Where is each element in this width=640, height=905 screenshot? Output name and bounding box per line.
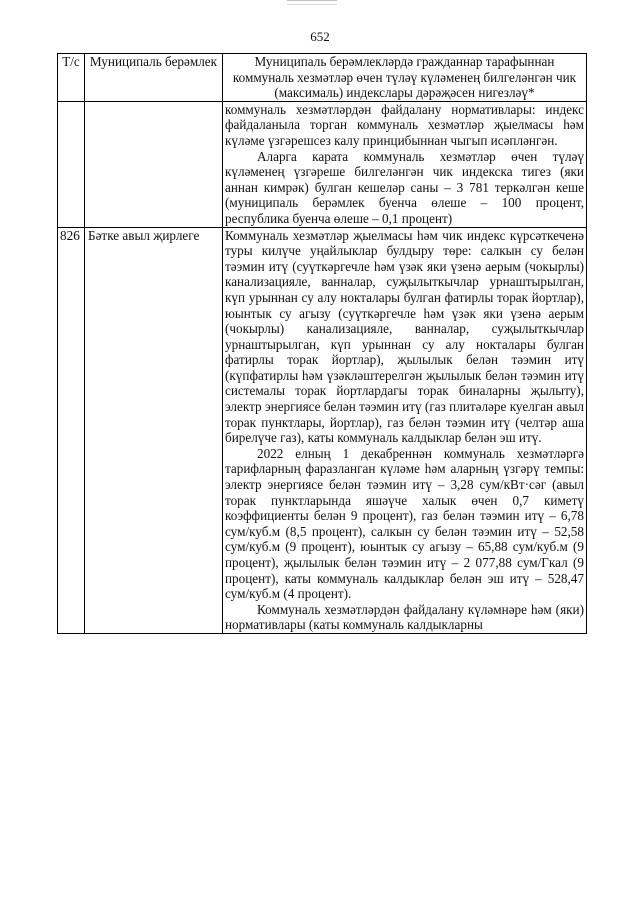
description-paragraph: коммуналь хезмәтләрдән файдалану нормативлары: индекс файдаланыла торган коммуналь хезмәтләр җыелмасы һәм күләме үзгәрешсез калу принцибыннан чыгып исәпләнгән. (225, 101, 584, 148)
description-paragraph: Коммуналь хезмәтләрдән файдалану күләмнәре һәм (яки) нормативлары (каты коммуналь калдыкларны (225, 601, 584, 633)
table-header-row (58, 54, 587, 102)
row-number-cell (58, 101, 85, 227)
row-municipality-cell (85, 101, 223, 227)
row-description-cell (223, 227, 587, 633)
row-municipality-cell: Бәтке авыл җирлеге (85, 227, 223, 633)
header-description: Муниципаль берәмлекләрдә гражданнар тарафыннан коммуналь хезмәтләр өчен түләү күләменең билгеләнгән чик (максималь) индекслары дәрәҗәсен нигезләү* (223, 54, 587, 102)
description-paragraph: 2022 елның 1 декабреннән коммуналь хезмәтләргә тарифларның фаразланган күләме һәм аларның үзгәрү темпы: электр энергиясе белән тәэмин итү – 3,28 сум/кВт·сәг (авыл торак пунктларында яшәүче халык өчен 0,7 киметү коэффициенты белән 9 процент), газ белән тәэмин итү – 6,78 сум/куб.м (8,5 процент), салкын су белән тәэмин итү – 52,58 сум/куб.м (9 процент), юынтык су агызу – 65,88 сум/куб.м (9 процент), җылылык белән тәэмин итү – 2 077,88 сум/Гкал (9 процент), каты коммуналь калдыклар белән эш итү – 528,47 сум/куб.м (4 процент). (225, 445, 584, 602)
table-row (58, 227, 587, 633)
header-municipality: Муниципаль берәмлек (85, 54, 223, 102)
table-row (58, 101, 587, 227)
header-number: Т/с (58, 54, 85, 102)
row-number-cell: 826 (58, 227, 85, 633)
page-number: 652 (310, 29, 330, 44)
description-paragraph: Аларга карата коммуналь хезмәтләр өчен түләү күләменең үзгәреше билгеләнгән чик индекска тигез (яки аннан кимрәк) булган кешеләр саны – 3 781 теркәлгән кеше (муниципаль берәмлек буенча өлеше – 100 процент, республика буенча өлеше – 0,1 процент) (225, 148, 584, 226)
description-paragraph: Коммуналь хезмәтләр җыелмасы һәм чик индекс күрсәткеченә туры килүче уңайлыклар булдыру төре: салкын су белән тәэмин итү (суүткәргечле һәм үзәк яки үзенә аерым (чокырлы) канализацияле, ванналар, суҗылыткычлар урнаштырылган, күп урыннан су алу нокталары булган фатирлы торак йортлар), юынтык су агызу (суүткәргечле һәм үзәк яки үзенә аерым (чокырлы) канализацияле, ванналар, суҗылыткычлар урнаштырылган, күп урыннан су алу нокталары булган фатирлы торак йортлар), җылылык белән тәэмин итү (күпфатирлы һәм үзәкләштерелгән җылылык белән тәэмин итү системалы торак йортлардагы торак биналарны җылыту), электр энергиясе белән тәэмин итү (газ плитәләре куелган авыл торак пунктлары, йортлар), газ белән тәэмин итү (челтәр аша бирелүче газ), каты коммуналь калдыклар белән эш итү. (225, 227, 584, 446)
tariff-index-table (57, 53, 587, 634)
top-edge-mark (287, 0, 337, 5)
row-description-cell (223, 101, 587, 227)
